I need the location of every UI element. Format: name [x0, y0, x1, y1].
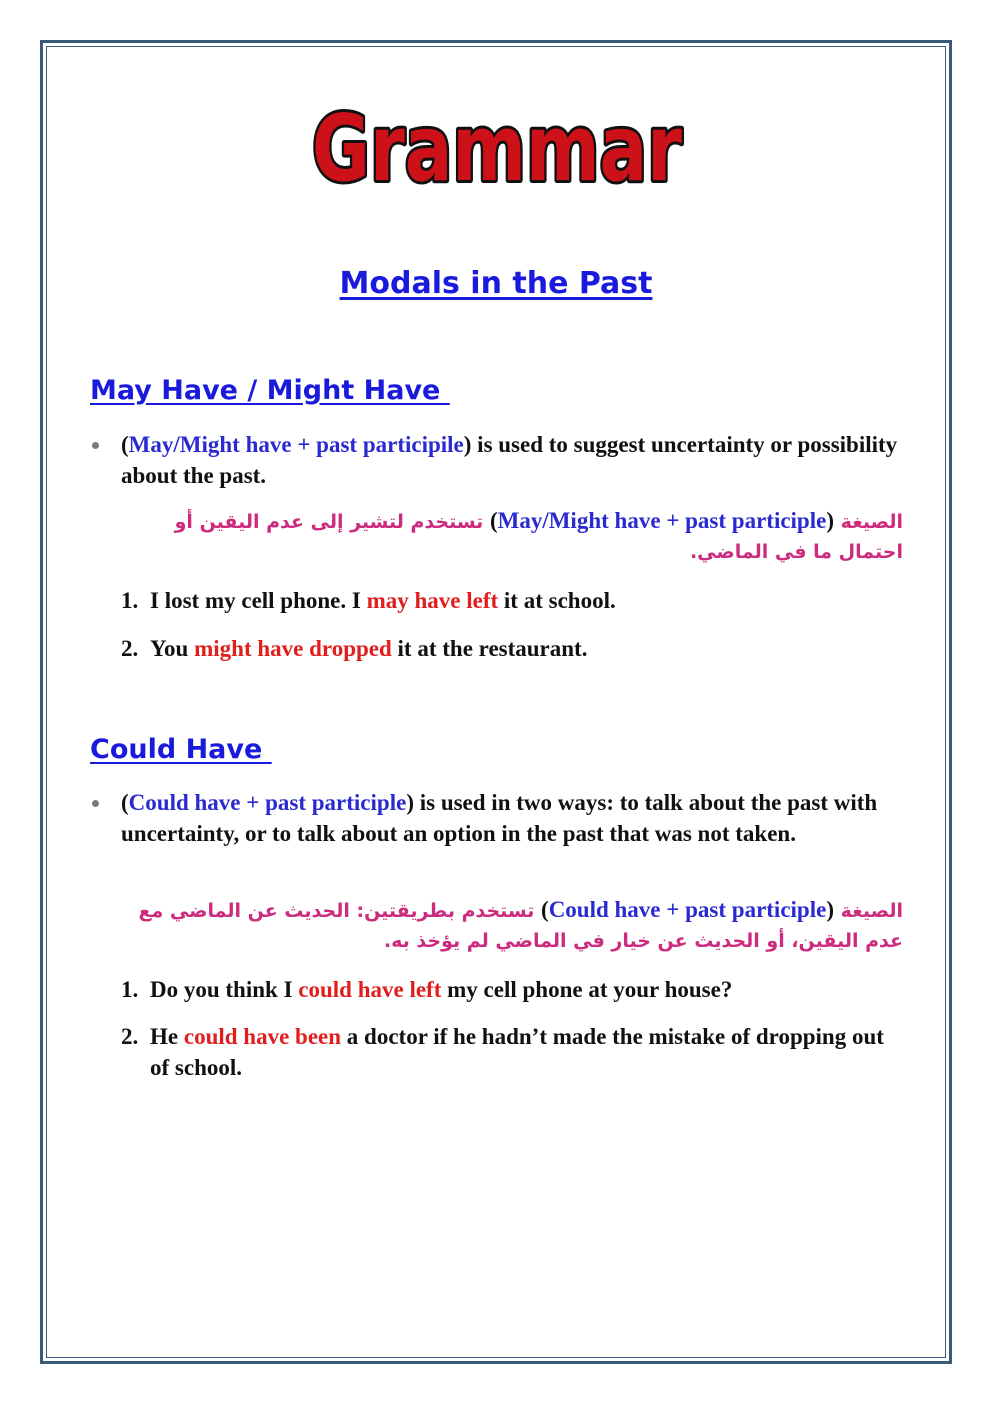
example-item: 2. You might have dropped it at the restaurant.: [121, 636, 588, 661]
grammar-logo: [300, 78, 695, 202]
arabic-explanation: الصيغة (Could have + past participle) تستخدم بطريقتين: الحديث عن الماضي مع عدم اليقين، أو الحديث عن خيار في الماضي لم يؤخذ به.: [138, 897, 903, 952]
rule-paragraph: (May/Might have + past participile) is used to suggest uncertainty or possibility about the past.: [121, 432, 898, 488]
modal-highlight: may have left: [366, 588, 499, 613]
modal-highlight: might have dropped: [194, 636, 392, 661]
bullet-icon: [92, 442, 99, 449]
example-item: 1. I lost my cell phone. I may have left it at school.: [121, 588, 616, 613]
section-heading-may-might: May Have / Might Have: [90, 375, 450, 406]
rule-paragraph: (Could have + past participle) is used in two ways: to talk about the past with uncertainty, or to talk about an option in the past that was not taken.: [121, 790, 878, 846]
svg-text:Grammar: Grammar: [312, 95, 683, 202]
example-item: 2. He could have been a doctor if he hadn’t made the mistake of dropping out of school.: [121, 1024, 884, 1080]
rule-formula: Could have + past participle: [128, 790, 407, 815]
bullet-icon: [92, 800, 99, 807]
modal-highlight: could have left: [298, 977, 442, 1002]
arabic-explanation: الصيغة (May/Might have + past participle) تستخدم لتشير إلى عدم اليقين أو احتمال ما في الماضي.: [174, 508, 903, 563]
page-border-inner: [46, 46, 946, 1358]
section-heading-could: Could Have: [90, 734, 272, 765]
modal-highlight: could have been: [183, 1024, 342, 1049]
page-subtitle: Modals in the Past: [339, 266, 653, 301]
example-item: 1. Do you think I could have left my cell phone at your house?: [121, 977, 733, 1002]
rule-formula: May/Might have + past participile: [128, 432, 464, 457]
